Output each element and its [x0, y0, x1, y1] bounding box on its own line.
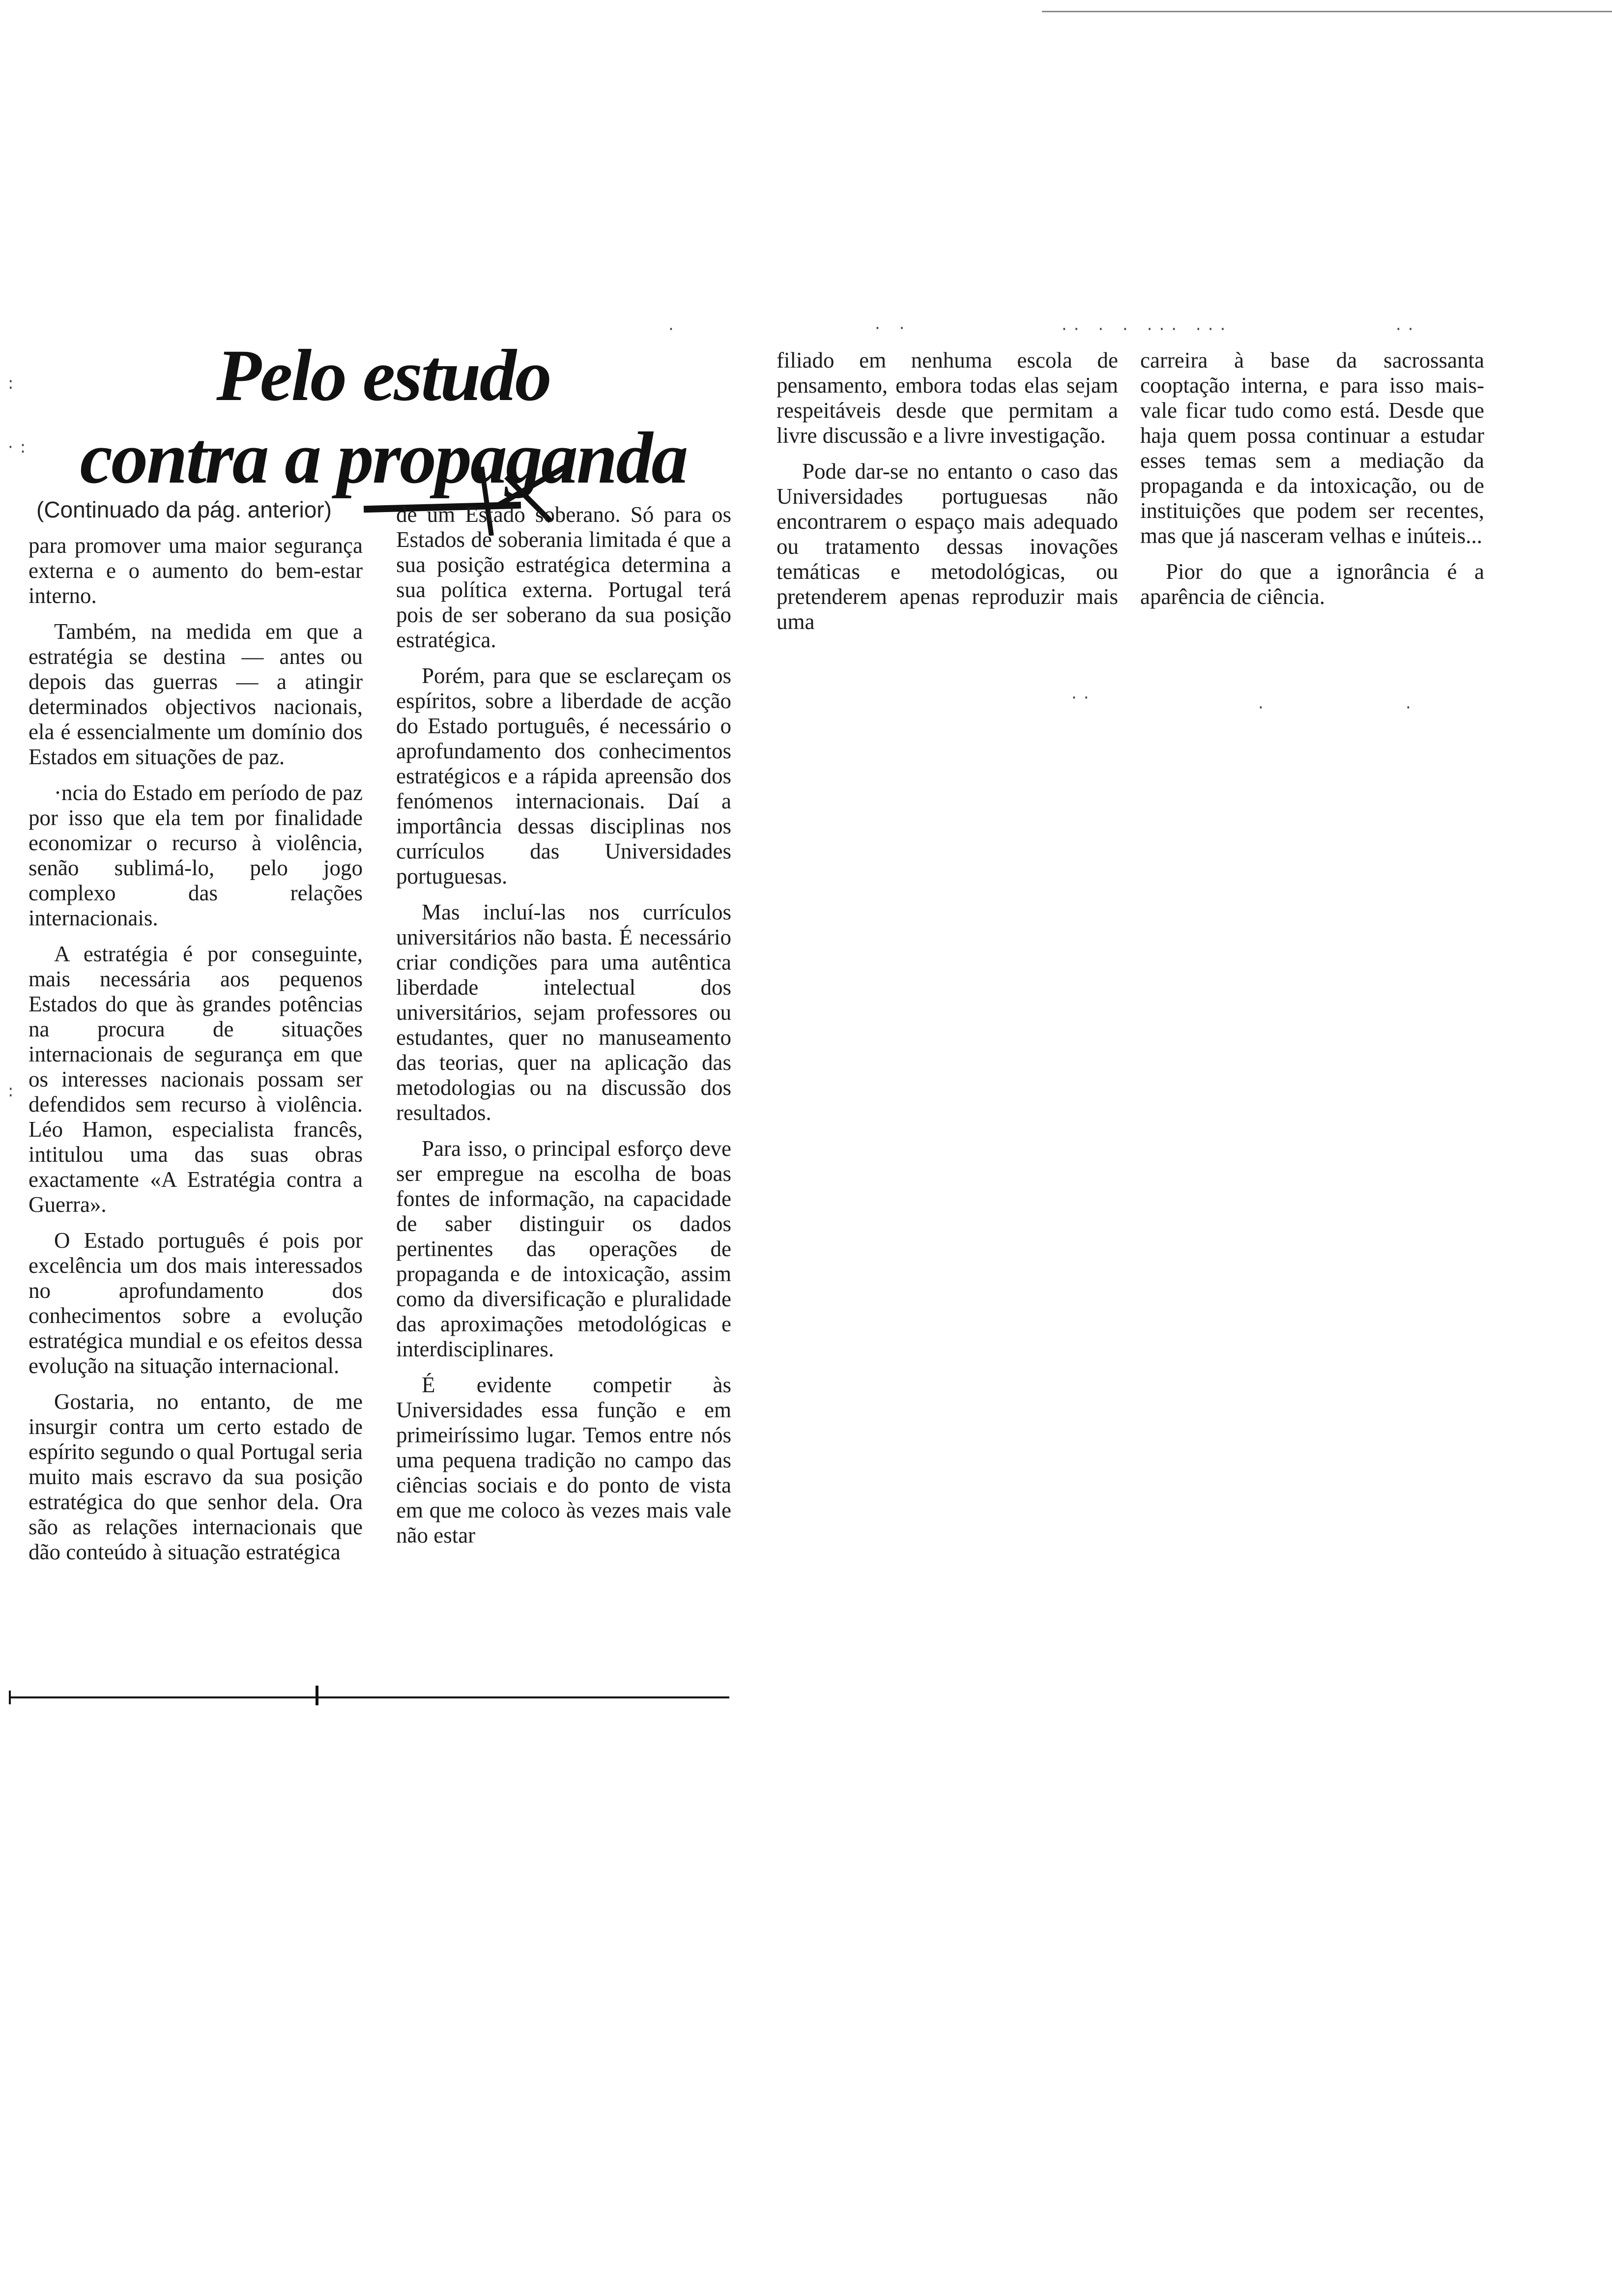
paragraph: O Estado português é pois por excelência um dos mais interessados no aprofundamento dos conhecimentos sobre a evolução estratégica mundial e os efeitos dessa evolução na situação internacional. [29, 1228, 363, 1378]
scan-specks: ·· [1071, 688, 1096, 708]
paragraph: É evidente competir às Universidades essa função e em primeiríssimo lugar. Temos entre nós uma pequena tradição no campo das ciências sociais e do ponto de vista em que me coloco às vezes mais vale não estar [396, 1373, 731, 1548]
headline-line-1: Pelo estudo [216, 335, 550, 416]
bottom-rule [9, 1696, 729, 1698]
headline-line-2: contra a propaganda [80, 417, 687, 499]
paragraph: filiado em nenhuma escola de pensamento, embora todas elas sejam respeitáveis desde que permitam a livre discussão e a livre investigação. [777, 348, 1118, 448]
paragraph: Pode dar-se no entanto o caso das Universidades portuguesas não encontrarem o espaço mais adequado ou tratamento dessas inovações temáticas e metodológicas, ou pretenderem apenas reproduzir mais uma [777, 459, 1118, 634]
article-headline [74, 334, 693, 499]
paragraph: carreira à base da sacrossanta cooptação interna, e para isso mais-vale ficar tudo como está. Desde que haja quem possa continuar a estudar esses temas sem a mediação da propaganda e da intoxicação, ou de instituições que podem ser recentes, mas que já nasceram velhas e inúteis... [1140, 348, 1484, 548]
scan-specks: · [668, 319, 681, 339]
article-column-4 [1140, 348, 1484, 620]
bottom-rule-left-tick [9, 1691, 11, 1704]
scan-specks: ·: [8, 437, 33, 457]
scan-specks: : [8, 373, 21, 393]
scan-specks: ·· [1396, 319, 1420, 339]
scan-specks: · [1406, 698, 1418, 718]
scan-specks: ·· · · ··· ··· [1062, 319, 1233, 339]
paragraph: Para isso, o principal esforço deve ser empregue na escolha de boas fontes de informação, na capacidade de saber distinguir os dados pertinentes das operações de propaganda e de intoxicação, assim como da diversificação e pluralidade das aproximações metodológicas e interdisciplinares. [396, 1136, 731, 1361]
paragraph: Também, na medida em que a estratégia se destina — antes ou depois das guerras — a atingir determinados objectivos nacionais, ela é essencialmente um domínio dos Estados em situações de paz. [29, 619, 363, 769]
top-edge-line [1042, 11, 1612, 12]
article-column-2 [396, 502, 731, 1559]
paragraph: Porém, para que se esclareçam os espíritos, sobre a liberdade de acção do Estado português, é necessário o aprofundamento dos conhecimentos estratégicos e a rápida apreensão dos fenómenos internacionais. Daí a importância dessas disciplinas nos currículos das Universidades portuguesas. [396, 663, 731, 889]
article-column-1 [29, 533, 363, 1576]
bottom-rule-mid-tick [316, 1686, 318, 1705]
paragraph: A estratégia é por conseguinte, mais necessária aos pequenos Estados do que às grandes potências na procura de situações internacionais de segurança em que os interesses nacionais possam ser defendidos sem recurso à violência. Léo Hamon, especialista francês, intitulou uma das suas obras exactamente «A Estratégia contra a Guerra». [29, 942, 363, 1217]
paragraph: de um Estado soberano. Só para os Estados de soberania limitada é que a sua posição estratégica determina a sua política externa. Portugal terá pois de ser soberano da sua posição estratégica. [396, 502, 731, 652]
paragraph: para promover uma maior segurança externa e o aumento do bem-estar interno. [29, 533, 363, 608]
article-column-3 [777, 348, 1118, 645]
scan-specks: · · [875, 318, 912, 338]
scan-specks: : [8, 1081, 21, 1101]
scan-specks: · [1258, 698, 1270, 718]
continued-note: (Continuado da pág. anterior) [36, 497, 332, 522]
paragraph: Mas incluí-las nos currículos universitários não basta. É necessário criar condições para uma autêntica liberdade intelectual dos universitários, sejam professores ou estudantes, quer no manuseamento das teorias, quer na aplicação das metodologias ou na discussão dos resultados. [396, 900, 731, 1125]
paragraph: Gostaria, no entanto, de me insurgir contra um certo estado de espírito segundo o qual Portugal seria muito mais escravo da sua posição estratégica do que senhor dela. Ora são as relações internacionais que dão conteúdo à situação estratégica [29, 1389, 363, 1564]
paragraph: ·ncia do Estado em período de paz por isso que ela tem por finalidade economizar o recurso à violência, senão sublimá-lo, pelo jogo complexo das relações internacionais. [29, 780, 363, 930]
paragraph: Pior do que a ignorância é a aparência de ciência. [1140, 559, 1484, 609]
